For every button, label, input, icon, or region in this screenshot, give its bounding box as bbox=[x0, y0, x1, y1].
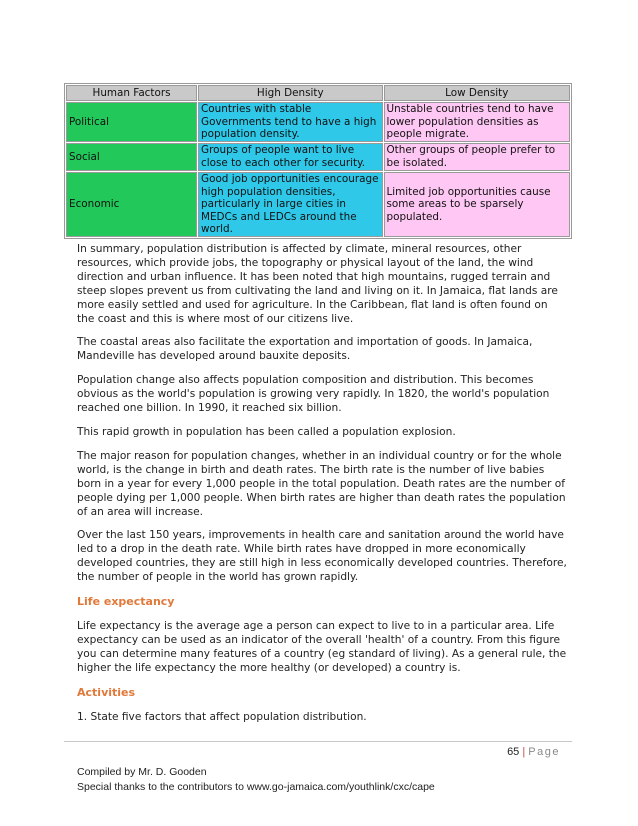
header-high-density: High Density bbox=[198, 85, 382, 101]
page-number bbox=[507, 746, 560, 758]
high-density-cell: Countries with stable Governments tend to have a high population density. bbox=[198, 102, 382, 142]
birth-death-rate-paragraph: The major reason for population changes, whether in an individual country or for the whole world, is the change in birth and death rates. The birth rate is the number of live babies born in a year for every 1,000 people in the total population. Death rates are the number of people dying per 1,000 people. When birth rates are higher than death rates the population of an area will increase. bbox=[77, 449, 566, 518]
coastal-paragraph: The coastal areas also facilitate the exportation and importation of goods. In Jamaica, Mandeville has developed around bauxite deposits. bbox=[77, 336, 533, 363]
life-expectancy-heading: Life expectancy bbox=[77, 595, 175, 609]
summary-paragraph: In summary, population distribution is affected by climate, mineral resources, other resources, which provide jobs, the topography or physical layout of the land, the wind direction and urban influence. It has been noted that high mountains, rugged terrain and steep slopes prevent us from cultivating the land and living on it. In Jamaica, flat lands are more easily settled and used for agriculture. In the Caribbean, flat land is often found on the coast and this is where most of our citizens live. bbox=[77, 243, 558, 325]
page-word: Page bbox=[528, 746, 560, 758]
footer-compiled-by: Compiled by Mr. D. Gooden bbox=[77, 766, 207, 778]
factor-cell: Social bbox=[66, 143, 197, 171]
activities-heading: Activities bbox=[77, 685, 136, 699]
page-number-separator: | bbox=[522, 746, 526, 758]
table-row bbox=[66, 143, 570, 171]
body-text bbox=[77, 243, 567, 735]
factor-cell: Economic bbox=[66, 172, 197, 237]
high-density-cell: Groups of people want to live close to each other for security. bbox=[198, 143, 382, 171]
population-density-table bbox=[64, 83, 572, 239]
population-explosion-paragraph: This rapid growth in population has been called a population explosion. bbox=[77, 425, 456, 438]
header-low-density: Low Density bbox=[384, 85, 571, 101]
factor-cell: Political bbox=[66, 102, 197, 142]
low-density-cell: Limited job opportunities cause some areas to be sparsely populated. bbox=[384, 172, 571, 237]
page-number-value: 65 bbox=[507, 746, 520, 758]
low-density-cell: Other groups of people prefer to be isolated. bbox=[384, 143, 571, 171]
table-row bbox=[66, 172, 570, 237]
life-expectancy-paragraph: Life expectancy is the average age a person can expect to live to in a particular area. Life expectancy can be used as an indicator of the overall 'health' of a country. From this figure you can determine many features of a country (eg standard of living). As a general rule, the higher the life expectancy the more healthy (or developed) a country is. bbox=[77, 620, 567, 674]
low-density-cell: Unstable countries tend to have lower population densities as people migrate. bbox=[384, 102, 571, 142]
table-header-row bbox=[66, 85, 570, 101]
activity-item: 1. State five factors that affect population distribution. bbox=[77, 710, 367, 723]
footer-divider bbox=[64, 741, 572, 742]
header-human-factors: Human Factors bbox=[66, 85, 197, 101]
population-change-paragraph: Population change also affects population composition and distribution. This becomes obvious as the world's population is growing very rapidly. In 1820, the world's population reached one billion. In 1990, it reached six billion. bbox=[77, 374, 550, 415]
table-row bbox=[66, 102, 570, 142]
high-density-cell: Good job opportunities encourage high population densities, particularly in large cities in MEDCs and LEDCs around the world. bbox=[198, 172, 382, 237]
footer-thanks: Special thanks to the contributors to www.go-jamaica.com/youthlink/cxc/cape bbox=[77, 781, 435, 793]
last-150-years-paragraph: Over the last 150 years, improvements in health care and sanitation around the world have led to a drop in the death rate. While birth rates have dropped in more economically developed countries, they are still high in less economically developed countries. Therefore, the number of people in the world has grown rapidly. bbox=[77, 529, 567, 584]
